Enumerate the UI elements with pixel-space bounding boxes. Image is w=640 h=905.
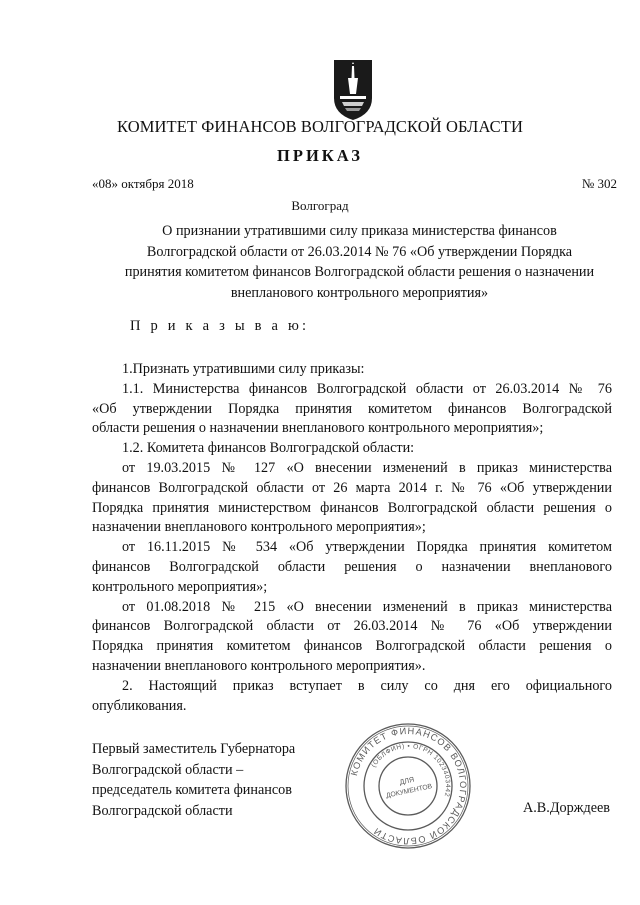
item-1-2-title: 1.2. Комитета финансов Волгоградской области: [122, 440, 415, 457]
order-b-line: контрольного мероприятия»; [92, 578, 268, 595]
order-c-line: от 01.08.2018 № 215 «О внесении изменений в приказ министерства [122, 598, 612, 615]
item-1-1-line: «Об утверждении Порядка принятия комитетом финансов Волгоградской [92, 400, 612, 417]
order-c-line: финансов Волгоградской области от 26.03.2014 № 76 «Об утверждении [92, 618, 612, 635]
item-1-1-line: области решения о назначении внепланового контрольного мероприятия»; [92, 420, 544, 437]
order-c-line: назначении внепланового контрольного мероприятия». [92, 657, 426, 674]
subject-line: принятия комитетом финансов Волгоградской области решения о назначении [124, 264, 595, 280]
signer-name: А.В.Дорждеев [523, 800, 610, 816]
signer-position-line: Волгоградской области – [92, 761, 244, 778]
item-1-1-line: 1.1. Министерства финансов Волгоградской области от 26.03.2014 № 76 [122, 380, 612, 397]
signer-position [92, 739, 295, 821]
order-b-line: финансов Волгоградской области решения о назначении внепланового [92, 558, 612, 575]
order-a-line: от 19.03.2015 № 127 «О внесении изменений в приказ министерства [122, 459, 612, 476]
order-c-line: Порядка принятия комитетом финансов Волгоградской области решения о [92, 638, 612, 655]
seal-outer-text-path: КОМИТЕТ ФИНАНСОВ ВОЛГОГРАДСКОЙ ОБЛАСТИ [349, 725, 469, 847]
signer-position-line: Первый заместитель Губернатора [92, 741, 296, 757]
official-seal [344, 722, 472, 850]
signer-position-line: председатель комитета финансов [92, 782, 292, 798]
subject-line: Волгоградской области от 26.03.2014 № 76 «Об утверждении Порядка [146, 243, 573, 260]
seal-center-line-2: ДОКУМЕНТОВ [385, 783, 433, 800]
coat-of-arms-icon [331, 58, 375, 122]
document-number: № 302 [581, 176, 617, 191]
order-a-line: назначении внепланового контрольного мероприятия»; [92, 519, 426, 536]
seal-center-line-1: ДЛЯ [398, 774, 416, 787]
organization-title: КОМИТЕТ ФИНАНСОВ ВОЛГОГРАДСКОЙ ОБЛАСТИ [117, 117, 523, 136]
order-verb: П р и к а з ы в а ю: [130, 318, 310, 334]
item-2-line: 2. Настоящий приказ вступает в силу со дня его официального [122, 677, 612, 694]
signer-position-line: Волгоградской области [92, 802, 233, 819]
item-1-title: 1.Признать утратившими силу приказы: [122, 361, 365, 377]
document-subject [92, 221, 627, 303]
document-body [92, 360, 612, 716]
order-a-line: Порядка принятия министерством финансов Волгоградской области решения о [92, 499, 612, 516]
document-city: Волгоград [291, 198, 349, 213]
order-b-line: от 16.11.2015 № 534 «Об утверждении Порядка принятия комитетом [122, 539, 612, 556]
seal-middle-ring [364, 742, 452, 830]
item-2-line: опубликования. [92, 697, 187, 714]
order-a-line: финансов Волгоградской области от 26 марта 2014 г. № 76 «Об утверждении [92, 479, 612, 496]
document-type: ПРИКАЗ [277, 146, 363, 165]
document-date: «08» октября 2018 [92, 176, 194, 191]
seal-inner-text-path: (ОБЛФИН) • ОГРН 1023403442 [370, 742, 452, 798]
subject-line: внепланового контрольного мероприятия» [230, 284, 489, 301]
subject-line: О признании утратившими силу приказа министерства финансов [162, 223, 557, 239]
